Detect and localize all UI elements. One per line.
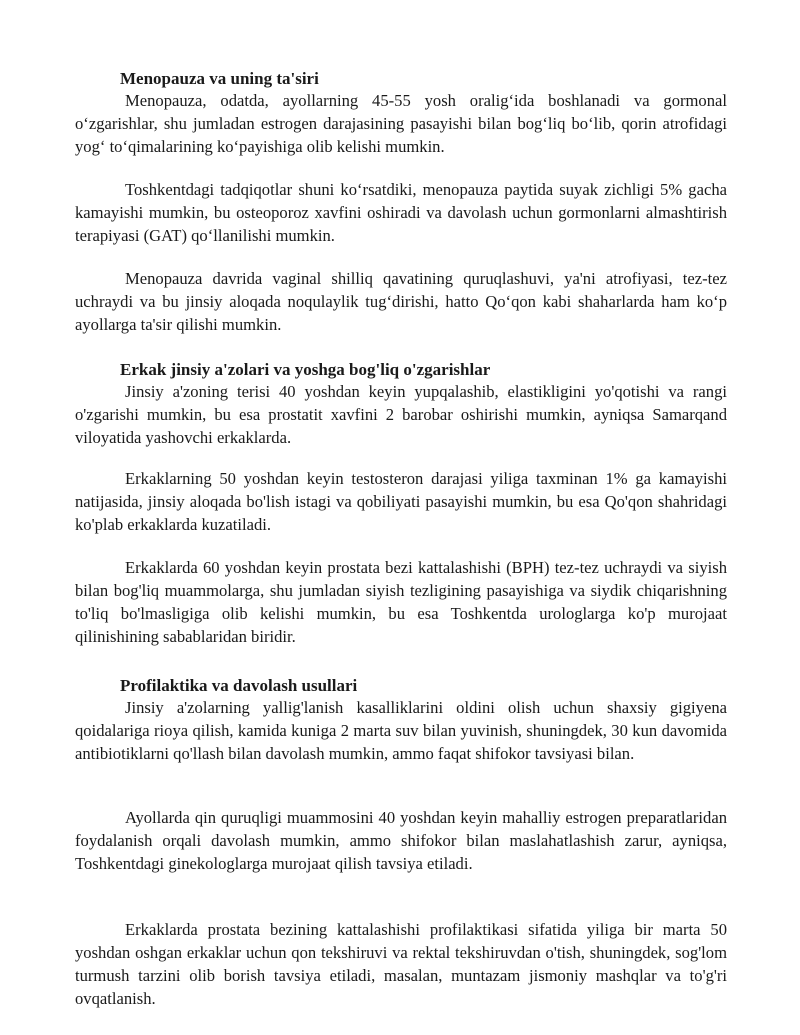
section-heading-menopause: Menopauza va uning ta'siri (120, 69, 319, 88)
paragraph: Jinsiy a'zolarning yallig'lanish kasalliklarini oldini olish uchun shaxsiy gigiyena qoidalariga rioya qilish, kamida kuniga 2 marta suv bilan yuvinish, shuningdek, 30 kun davomida antibiotiklarni qo'llash bilan davolash mumkin, ammo faqat shifokor tavsiyasi bilan. (75, 698, 727, 763)
paragraph: Erkaklarda prostata bezining kattalashishi profilaktikasi sifatida yiliga bir marta 50 yoshdan oshgan erkaklar uchun qon tekshiruvi va rektal tekshiruvdan o'tish, shuningdek, sog'lom turmush tarzini olib borish tavsiya etiladi, masalan, muntazam jismoniy mashqlar va to'g'ri ovqatlanish. (75, 920, 727, 1008)
paragraph: Menopauza davrida vaginal shilliq qavatining quruqlashuvi, ya'ni atrofiyasi, tez-tez uchraydi va bu jinsiy aloqada noqulaylik tug‘dirishi, hatto Qo‘qon kabi shaharlarda ham ko‘p ayollarga ta'sir qilishi mumkin. (75, 269, 727, 334)
paragraph: Erkaklarning 50 yoshdan keyin testosteron darajasi yiliga taxminan 1% ga kamayishi natijasida, jinsiy aloqada bo'lish istagi va qobiliyati pasayishi mumkin, bu esa Qo'qon shahridagi ko'plab erkaklarda kuzatiladi. (75, 469, 727, 534)
paragraph: Ayollarda qin quruqligi muammosini 40 yoshdan keyin mahalliy estrogen preparatlaridan foydalanish orqali davolash mumkin, ammo shifokor bilan maslahatlashish zarur, ayniqsa, Toshkentdagi ginekologlarga murojaat qilish tavsiya etiladi. (75, 808, 727, 873)
paragraph: Erkaklarda 60 yoshdan keyin prostata bezi kattalashishi (BPH) tez-tez uchraydi va siyish bilan bog'liq muammolarga, shu jumladan siyish tezligining pasayishiga va siydik chiqarishning to'liq bo'lmasligiga olib kelishi mumkin, bu esa Toshkentda urologlarga ko'p murojaat qilinishining sabablaridan biridir. (75, 558, 727, 646)
paragraph: Toshkentdagi tadqiqotlar shuni ko‘rsatdiki, menopauza paytida suyak zichligi 5% gacha kamayishi mumkin, bu osteoporoz xavfini oshiradi va davolash uchun gormonlarni almashtirish terapiyasi (GAT) qo‘llanilishi mumkin. (75, 180, 727, 245)
paragraph: Menopauza, odatda, ayollarning 45-55 yosh oralig‘ida boshlanadi va gormonal o‘zgarishlar, shu jumladan estrogen darajasining pasayishi bilan bog‘liq bo‘lib, qorin atrofidagi yog‘ to‘qimalarining ko‘payishiga olib kelishi mumkin. (75, 91, 727, 156)
paragraph: Jinsiy a'zoning terisi 40 yoshdan keyin yupqalashib, elastikligini yo'qotishi va rangi o'zgarishi mumkin, bu esa prostatit xavfini 2 barobar oshirishi mumkin, ayniqsa Samarqand viloyatida yashovchi erkaklarda. (75, 382, 727, 447)
section-heading-male-changes: Erkak jinsiy a'zolari va yoshga bog'liq o'zgarishlar (120, 360, 491, 379)
section-heading-prevention: Profilaktika va davolash usullari (120, 676, 358, 695)
